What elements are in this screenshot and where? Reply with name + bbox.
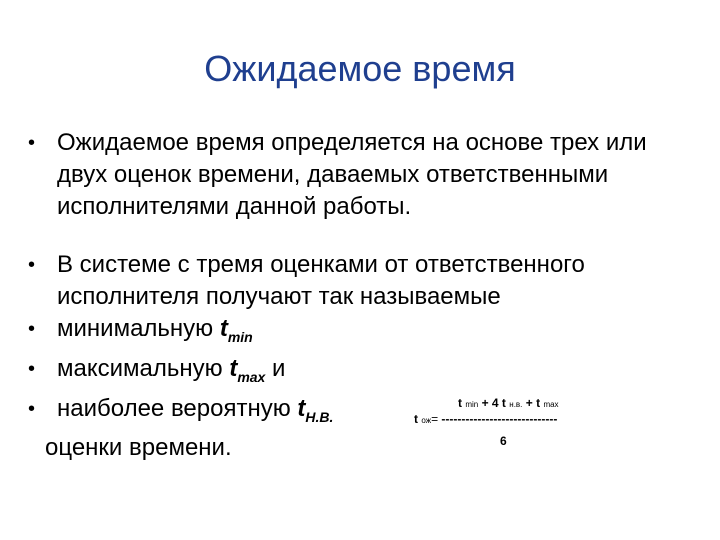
bullet-tail-text: оценки времени. xyxy=(45,434,232,462)
t-min-symbol: $t_{min}$ xyxy=(219,315,253,345)
bullet-icon: • xyxy=(28,318,36,340)
bullet-icon: • xyxy=(28,254,36,276)
bullet-text: Ожидаемое время определяется на основе трех или двух оценок времени, даваемых ответственными исполнителями данной работы. xyxy=(57,129,647,220)
slide-title: Ожидаемое время xyxy=(204,48,516,89)
bullet-item-three-estimates xyxy=(28,249,678,313)
bullet-text: максимальную xyxy=(57,354,230,382)
bullet-text: наиболее вероятную xyxy=(57,394,298,422)
t-max-symbol: $t_{max}$ xyxy=(229,354,266,385)
bullet-text: минимальную xyxy=(57,315,220,342)
bullet-item-most-likely xyxy=(28,393,678,433)
bullet-item-definition xyxy=(28,127,678,223)
formula-numerator: t min + 4 t н.в. + t max xyxy=(458,396,559,410)
bullet-item-max xyxy=(28,353,678,393)
formula-fraction-line: ----------------------------- xyxy=(441,412,558,426)
bullet-icon: • xyxy=(28,357,36,380)
bullet-text-after: и xyxy=(265,354,286,382)
formula-denominator: 6 xyxy=(500,434,507,448)
formula-lhs: t ож= ----------------------------- xyxy=(414,412,558,426)
bullet-icon: • xyxy=(28,132,36,154)
bullet-item-min xyxy=(28,313,678,353)
bullet-list xyxy=(28,127,678,464)
bullet-icon: • xyxy=(28,397,36,420)
bullet-text: В системе с тремя оценками от ответственного исполнителя получают так называемые xyxy=(57,251,585,310)
t-nv-symbol: $t_{Н.В.}$ xyxy=(297,394,334,425)
